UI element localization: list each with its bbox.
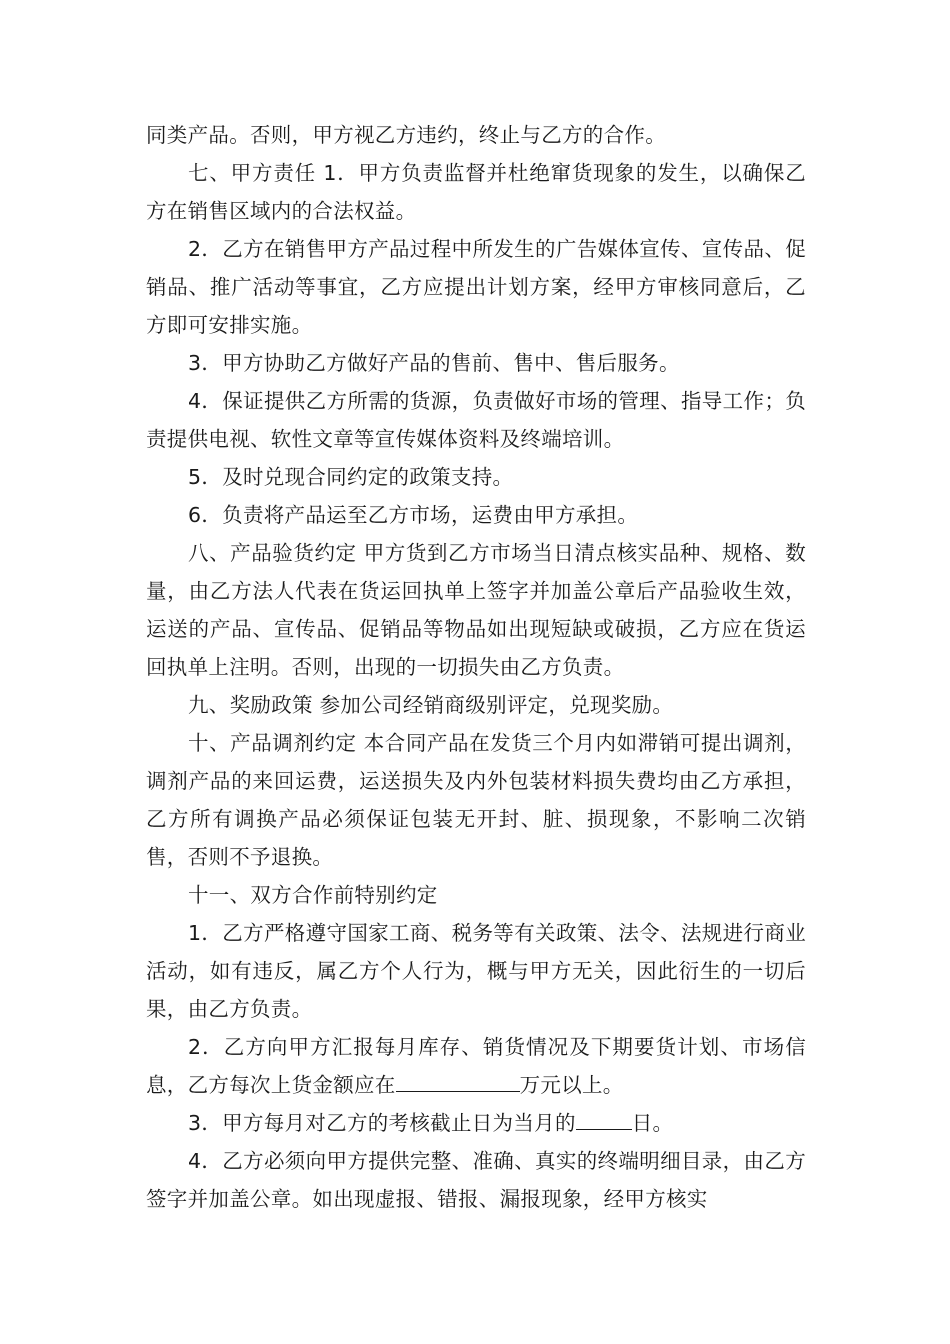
paragraph: 七、甲方责任 1．甲方负责监督并杜绝窜货现象的发生，以确保乙方在销售区域内的合法权益。 [146,161,806,223]
amount-blank-field [396,1067,520,1092]
paragraph-day [146,1104,806,1142]
paragraph: 6．负责将产品运至乙方市场，运费由甲方承担。 [188,503,639,527]
paragraph: 八、产品验货约定 甲方货到乙方市场当日清点核实品种、规格、数量，由乙方法人代表在货运回执单上签字并加盖公章后产品验收生效，运送的产品、宣传品、促销品等物品如出现短缺或破损，乙方应在货运回执单上注明。否则，出现的一切损失由乙方负责。 [146,541,806,679]
amount-text-after: 万元以上。 [519,1073,624,1097]
paragraph: 5．及时兑现合同约定的政策支持。 [188,465,514,489]
paragraph: 十、产品调剂约定 本合同产品在发货三个月内如滞销可提出调剂，调剂产品的来回运费，运送损失及内外包装材料损失费均由乙方承担，乙方所有调换产品必须保证包装无开封、脏、损现象，不影响二次销售，否则不予退换。 [146,731,806,869]
paragraph: 3．甲方协助乙方做好产品的售前、售中、售后服务。 [188,351,680,375]
day-text-before: 3．甲方每月对乙方的考核截止日为当月的 [188,1111,576,1135]
document-body [146,116,806,1218]
day-text-after: 日。 [631,1111,674,1135]
day-blank-field [576,1105,632,1130]
paragraph: 同类产品。否则，甲方视乙方违约，终止与乙方的合作。 [146,123,666,147]
paragraph: 九、奖励政策 参加公司经销商级别评定，兑现奖励。 [188,693,674,717]
paragraph: 4．保证提供乙方所需的货源，负责做好市场的管理、指导工作；负责提供电视、软性文章等宣传媒体资料及终端培训。 [146,389,806,451]
paragraph: 4．乙方必须向甲方提供完整、准确、真实的终端明细目录，由乙方签字并加盖公章。如出现虚报、错报、漏报现象，经甲方核实 [146,1149,806,1211]
paragraph-amount [146,1028,806,1104]
paragraph: 1．乙方严格遵守国家工商、税务等有关政策、法令、法规进行商业活动，如有违反，属乙方个人行为，概与甲方无关，因此衍生的一切后果，由乙方负责。 [146,921,806,1021]
amount-text-before: 2．乙方向甲方汇报每月库存、销货情况及下期要货计划、市场信息，乙方每次上货金额应在 [146,1035,806,1097]
paragraph: 十一、双方合作前特别约定 [188,883,438,907]
paragraph: 2．乙方在销售甲方产品过程中所发生的广告媒体宣传、宣传品、促销品、推广活动等事宜，乙方应提出计划方案，经甲方审核同意后，乙方即可安排实施。 [146,237,806,337]
